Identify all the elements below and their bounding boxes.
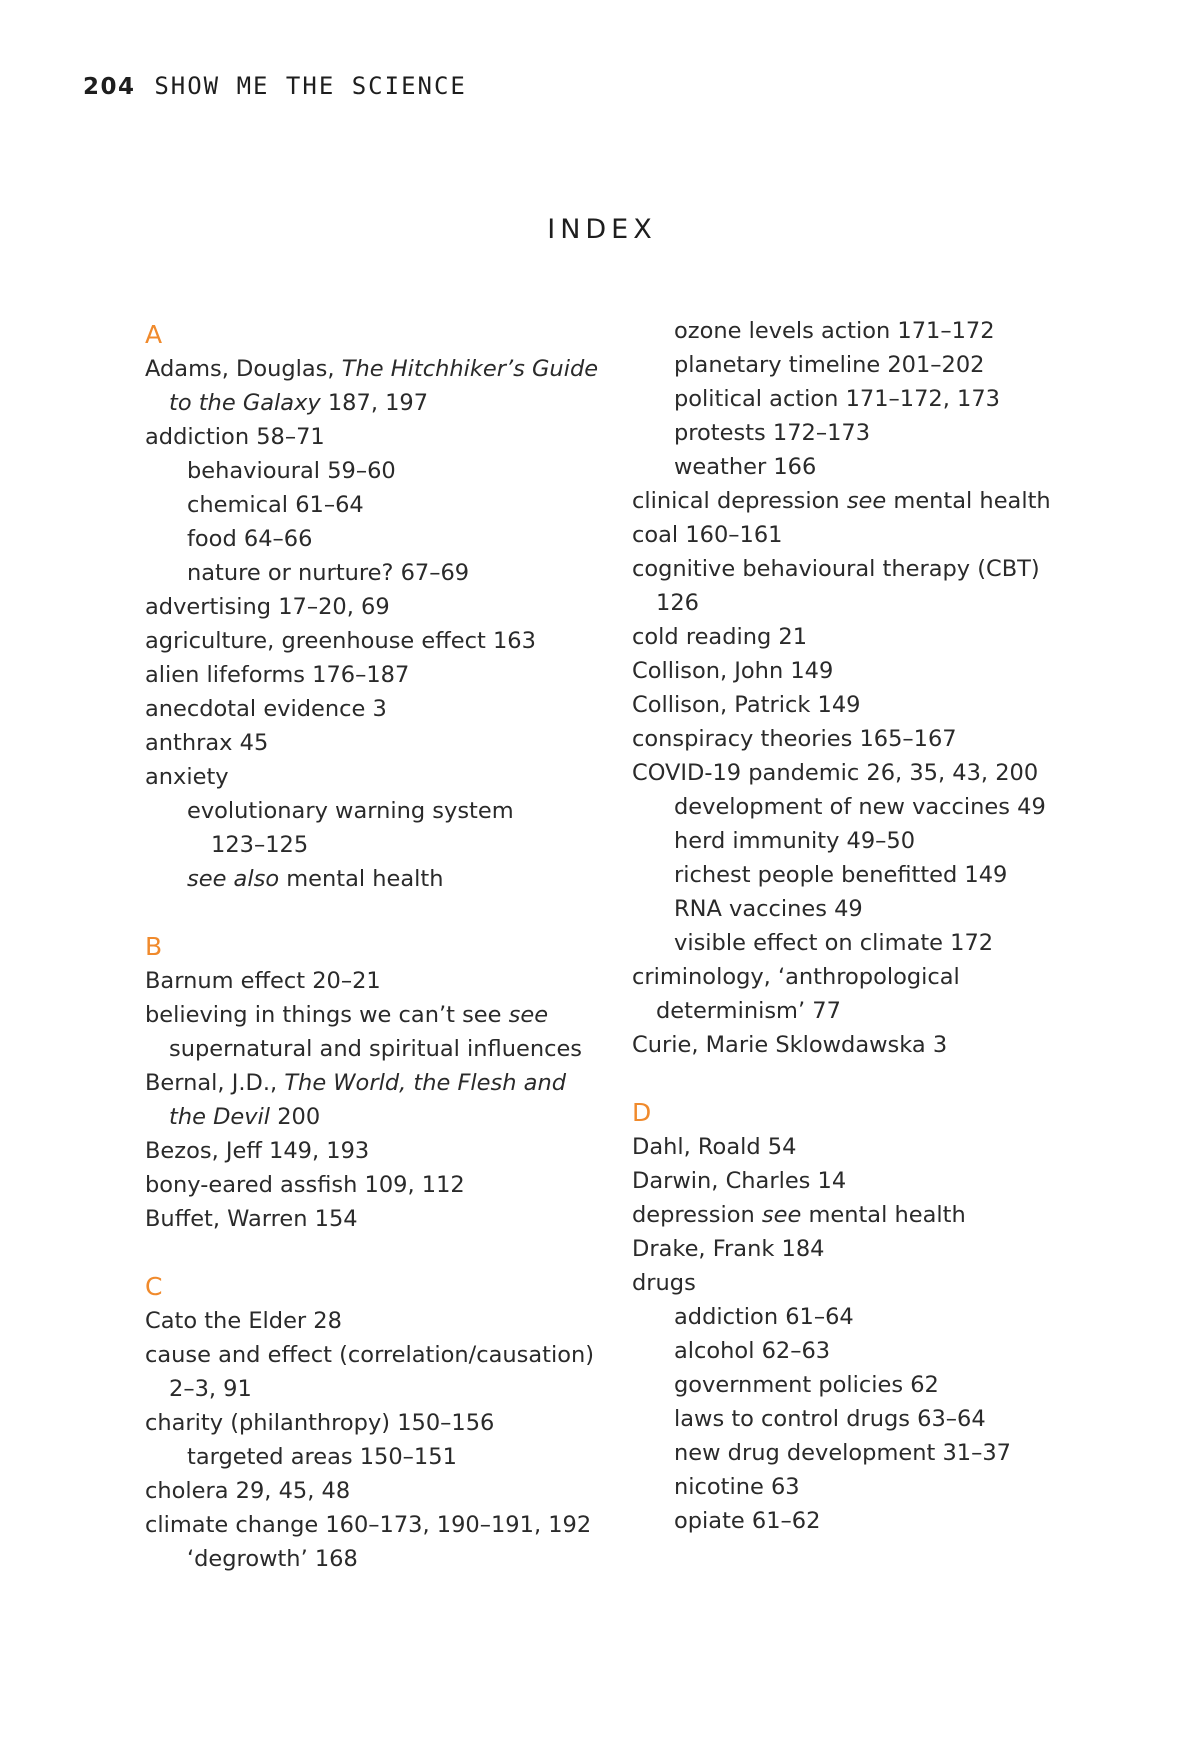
index-entry — [632, 382, 1102, 416]
index-entry — [145, 1508, 615, 1542]
entry-text: opiate 61–62 — [674, 1508, 821, 1534]
index-entry — [145, 1168, 615, 1202]
index-entry — [632, 824, 1102, 858]
index-entry — [632, 1300, 1102, 1334]
entry-text: political action 171–172, 173 — [674, 386, 1000, 412]
entry-text: government policies 62 — [674, 1372, 939, 1398]
entry-text: conspiracy theories 165–167 — [632, 726, 957, 752]
index-entry — [632, 586, 1102, 620]
index-entry — [632, 1504, 1102, 1538]
entry-text: determinism’ 77 — [656, 998, 841, 1024]
entry-text: behavioural 59–60 — [187, 458, 396, 484]
entry-text: addiction 58–71 — [145, 424, 325, 450]
page-title: INDEX — [547, 214, 657, 245]
index-entry — [632, 688, 1102, 722]
index-entry — [145, 1372, 615, 1406]
entry-text: 2–3, 91 — [169, 1376, 252, 1402]
entry-text: ozone levels action 171–172 — [674, 318, 995, 344]
entry-text: Collison, John 149 — [632, 658, 834, 684]
section-spacer — [632, 1062, 1102, 1096]
index-entry — [145, 386, 615, 420]
index-entry — [632, 756, 1102, 790]
index-entry — [145, 862, 615, 896]
entry-text: chemical 61–64 — [187, 492, 364, 518]
entry-text: advertising 17–20, 69 — [145, 594, 390, 620]
index-entry — [632, 960, 1102, 994]
entry-text: nicotine 63 — [674, 1474, 800, 1500]
entry-text-italic: The World, the Flesh and — [284, 1070, 566, 1096]
entry-text: new drug development 31–37 — [674, 1440, 1011, 1466]
section-spacer — [145, 896, 615, 930]
entry-text-italic: see also — [187, 866, 280, 892]
entry-text: mental health — [886, 488, 1051, 514]
entry-text-italic: The Hitchhiker’s Guide — [341, 356, 599, 382]
entry-text: Drake, Frank 184 — [632, 1236, 825, 1262]
entry-text: food 64–66 — [187, 526, 313, 552]
page-number: 204 — [83, 74, 136, 100]
entry-text: mental health — [801, 1202, 966, 1228]
index-entry — [145, 1474, 615, 1508]
entry-text: criminology, ‘anthropological — [632, 964, 960, 990]
entry-text: believing in things we can’t see — [145, 1002, 509, 1028]
section-spacer — [145, 1236, 615, 1270]
entry-text: clinical depression — [632, 488, 847, 514]
index-entry — [145, 998, 615, 1032]
entry-text: Bernal, J.D., — [145, 1070, 285, 1096]
index-entry — [632, 654, 1102, 688]
index-entry — [145, 454, 615, 488]
index-entry — [632, 790, 1102, 824]
section-letter: A — [145, 320, 163, 349]
entry-text: visible effect on climate 172 — [674, 930, 994, 956]
entry-text: addiction 61–64 — [674, 1304, 854, 1330]
entry-text: anxiety — [145, 764, 229, 790]
index-entry — [632, 1266, 1102, 1300]
index-entry — [145, 794, 615, 828]
index-entry — [632, 620, 1102, 654]
entry-text: bony-eared assfish 109, 112 — [145, 1172, 465, 1198]
index-entry — [632, 1402, 1102, 1436]
index-entry — [632, 1198, 1102, 1232]
index-entry — [145, 964, 615, 998]
index-entry — [632, 314, 1102, 348]
entry-text: supernatural and spiritual influences — [169, 1036, 583, 1062]
index-entry — [632, 1028, 1102, 1062]
index-entry — [145, 1100, 615, 1134]
index-entry — [632, 1334, 1102, 1368]
index-entry — [632, 450, 1102, 484]
index-entry — [632, 858, 1102, 892]
entry-text: drugs — [632, 1270, 696, 1296]
index-entry — [145, 1406, 615, 1440]
index-entry — [632, 1130, 1102, 1164]
index-entry — [632, 892, 1102, 926]
index-entry — [632, 722, 1102, 756]
index-entry — [145, 1440, 615, 1474]
entry-text: cold reading 21 — [632, 624, 808, 650]
entry-text: Curie, Marie Sklowdawska 3 — [632, 1032, 948, 1058]
entry-text: laws to control drugs 63–64 — [674, 1406, 986, 1432]
entry-text-italic: the Devil — [169, 1104, 271, 1130]
entry-text: planetary timeline 201–202 — [674, 352, 985, 378]
index-entry — [145, 1066, 615, 1100]
entry-text: alcohol 62–63 — [674, 1338, 831, 1364]
index-entry — [145, 692, 615, 726]
entry-text-italic: see — [508, 1002, 549, 1028]
index-entry — [632, 416, 1102, 450]
index-entry — [145, 624, 615, 658]
index-entry — [632, 1164, 1102, 1198]
entry-text: cholera 29, 45, 48 — [145, 1478, 351, 1504]
book-title: SHOW ME THE SCIENCE — [154, 72, 467, 100]
entry-text: weather 166 — [674, 454, 817, 480]
entry-text: anthrax 45 — [145, 730, 269, 756]
entry-text: Darwin, Charles 14 — [632, 1168, 847, 1194]
entry-text: cognitive behavioural therapy (CBT) — [632, 556, 1040, 582]
index-column-left — [145, 318, 615, 1576]
index-entry — [145, 726, 615, 760]
entry-text: charity (philanthropy) 150–156 — [145, 1410, 495, 1436]
section-letter: D — [632, 1098, 652, 1127]
entry-text: Barnum effect 20–21 — [145, 968, 381, 994]
index-entry — [145, 420, 615, 454]
index-entry — [145, 1134, 615, 1168]
section-letter: B — [145, 932, 163, 961]
entry-text: COVID-19 pandemic 26, 35, 43, 200 — [632, 760, 1039, 786]
entry-text: cause and effect (correlation/causation) — [145, 1342, 595, 1368]
entry-text: nature or nurture? 67–69 — [187, 560, 470, 586]
index-entry — [145, 488, 615, 522]
entry-text: targeted areas 150–151 — [187, 1444, 457, 1470]
index-entry — [632, 518, 1102, 552]
index-entry — [632, 1470, 1102, 1504]
section-letter: C — [145, 1272, 163, 1301]
index-entry — [145, 1202, 615, 1236]
entry-text: Cato the Elder 28 — [145, 1308, 342, 1334]
index-entry — [145, 658, 615, 692]
entry-text: coal 160–161 — [632, 522, 783, 548]
index-entry — [632, 994, 1102, 1028]
index-entry — [145, 760, 615, 794]
index-entry — [632, 348, 1102, 382]
entry-text: development of new vaccines 49 — [674, 794, 1046, 820]
entry-text-italic: see — [761, 1202, 802, 1228]
entry-text: 123–125 — [211, 832, 309, 858]
index-entry — [145, 590, 615, 624]
entry-text-italic: see — [846, 488, 887, 514]
entry-text: ‘degrowth’ 168 — [187, 1546, 358, 1572]
entry-text: Dahl, Roald 54 — [632, 1134, 797, 1160]
entry-text: depression — [632, 1202, 762, 1228]
entry-text: Buffet, Warren 154 — [145, 1206, 358, 1232]
index-entry — [145, 352, 615, 386]
entry-text: richest people benefitted 149 — [674, 862, 1008, 888]
entry-text: 187, 197 — [320, 390, 429, 416]
index-entry — [145, 1542, 615, 1576]
index-entry — [145, 1304, 615, 1338]
entry-text: Adams, Douglas, — [145, 356, 342, 382]
index-entry — [632, 484, 1102, 518]
entry-text: Bezos, Jeff 149, 193 — [145, 1138, 370, 1164]
entry-text: evolutionary warning system — [187, 798, 514, 824]
index-entry — [145, 556, 615, 590]
index-entry — [145, 1338, 615, 1372]
entry-text: RNA vaccines 49 — [674, 896, 863, 922]
index-entry — [632, 1368, 1102, 1402]
index-entry — [145, 1032, 615, 1066]
index-entry — [632, 1232, 1102, 1266]
entry-text: alien lifeforms 176–187 — [145, 662, 410, 688]
entry-text: anecdotal evidence 3 — [145, 696, 387, 722]
entry-text: mental health — [279, 866, 444, 892]
index-entry — [632, 1436, 1102, 1470]
entry-text: 200 — [270, 1104, 321, 1130]
entry-text: climate change 160–173, 190–191, 192 — [145, 1512, 592, 1538]
index-entry — [145, 828, 615, 862]
entry-text-italic: to the Galaxy — [169, 390, 321, 416]
entry-text: agriculture, greenhouse effect 163 — [145, 628, 536, 654]
entry-text: herd immunity 49–50 — [674, 828, 916, 854]
entry-text: protests 172–173 — [674, 420, 871, 446]
index-entry — [145, 522, 615, 556]
entry-text: 126 — [656, 590, 699, 616]
running-head — [83, 72, 467, 100]
entry-text: Collison, Patrick 149 — [632, 692, 861, 718]
index-column-right — [632, 314, 1102, 1538]
index-entry — [632, 926, 1102, 960]
index-entry — [632, 552, 1102, 586]
